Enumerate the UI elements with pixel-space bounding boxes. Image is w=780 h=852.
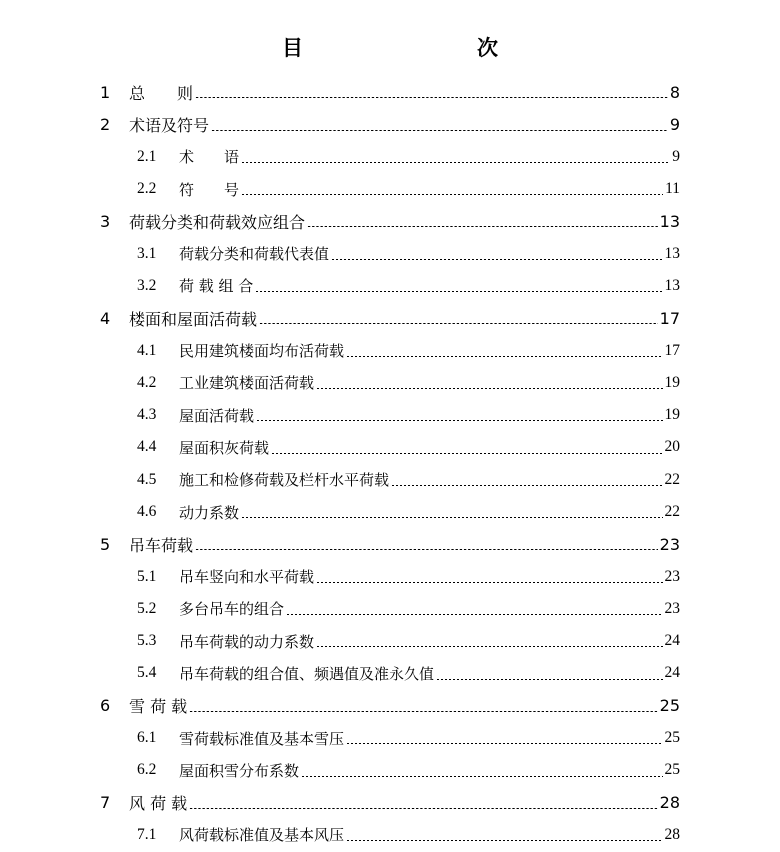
dot-leader (241, 194, 663, 195)
entry-page-number: 22 (664, 503, 680, 520)
dot-leader (331, 259, 662, 260)
entry-number: 5 (100, 534, 111, 554)
toc-section-entry[interactable] (0, 496, 780, 528)
entry-number: 4.2 (137, 373, 157, 391)
entry-label: 术语及符号 (129, 115, 210, 135)
toc-chapter-entry[interactable] (0, 787, 780, 819)
toc-section-entry[interactable] (0, 754, 780, 786)
dot-leader (259, 323, 658, 324)
dot-leader (301, 776, 662, 777)
entry-number: 4.5 (137, 470, 157, 488)
toc-section-entry[interactable] (0, 270, 780, 302)
toc-section-entry[interactable] (0, 237, 780, 269)
entry-label: 符 号 (179, 180, 240, 199)
entry-label: 荷 载 组 合 (179, 277, 254, 296)
dot-leader (189, 711, 657, 712)
toc-chapter-entry[interactable] (0, 302, 780, 334)
entry-number: 4.3 (137, 406, 157, 424)
entry-page-number: 13 (664, 244, 680, 262)
entry-number: 5.1 (137, 567, 157, 585)
dot-leader (346, 840, 662, 841)
entry-page-number: 22 (664, 470, 680, 488)
entry-page-number: 8 (669, 82, 680, 102)
toc-section-entry[interactable] (0, 141, 780, 173)
dot-leader (241, 162, 670, 163)
entry-page-number: 24 (664, 632, 680, 650)
entry-label: 屋面积雪分布系数 (179, 761, 300, 780)
entry-number: 1 (100, 82, 111, 102)
entry-number: 4 (100, 308, 111, 328)
toc-section-entry[interactable] (0, 334, 780, 366)
entry-label: 荷载分类和荷载代表值 (179, 245, 330, 264)
entry-label: 吊车荷载的组合值、频遇值及准永久值 (179, 664, 435, 683)
entry-number: 4.6 (137, 503, 157, 520)
dot-leader (189, 808, 657, 809)
dot-leader (271, 453, 662, 454)
entry-page-number: 25 (659, 696, 680, 716)
entry-label: 吊车竖向和水平荷载 (179, 568, 315, 587)
entry-number: 5.3 (137, 632, 157, 650)
toc-section-entry[interactable] (0, 625, 780, 657)
dot-leader (316, 388, 662, 389)
dot-leader (391, 485, 662, 486)
entry-label: 吊车荷载的动力系数 (179, 632, 315, 651)
entry-page-number: 23 (664, 599, 680, 617)
entry-number: 7 (100, 793, 111, 813)
entry-number: 5.2 (137, 599, 157, 617)
entry-page-number: 24 (664, 664, 680, 682)
dot-leader (346, 356, 662, 357)
toc-chapter-entry[interactable] (0, 108, 780, 140)
entry-number: 2.1 (137, 147, 157, 165)
entry-label: 屋面活荷载 (179, 406, 255, 425)
entry-label: 楼面和屋面活荷载 (129, 309, 258, 329)
toc-section-entry[interactable] (0, 367, 780, 399)
entry-number: 2 (100, 114, 111, 134)
dot-leader (307, 226, 658, 227)
entry-page-number: 20 (664, 438, 680, 456)
entry-number: 2.2 (137, 180, 157, 198)
entry-page-number: 19 (664, 373, 680, 391)
dot-leader (195, 97, 668, 98)
dot-leader (256, 420, 662, 421)
entry-page-number: 17 (659, 308, 680, 328)
dot-leader (436, 679, 662, 680)
entry-page-number: 17 (664, 341, 680, 359)
entry-label: 工业建筑楼面活荷载 (179, 374, 315, 393)
toc-section-entry[interactable] (0, 173, 780, 205)
entry-number: 3 (100, 211, 111, 231)
entry-number: 6.1 (137, 729, 157, 747)
entry-label: 动力系数 (179, 503, 240, 522)
entry-page-number: 9 (672, 147, 680, 165)
entry-label: 风荷载标准值及基本风压 (179, 826, 345, 845)
toc-chapter-entry[interactable] (0, 528, 780, 560)
entry-number: 4.1 (137, 341, 157, 359)
entry-label: 雪荷载标准值及基本雪压 (179, 729, 345, 748)
entry-label: 吊车荷载 (129, 535, 194, 555)
entry-label: 术 语 (179, 148, 240, 167)
entry-label: 总 则 (129, 83, 194, 103)
table-of-contents (0, 76, 780, 851)
dot-leader (316, 582, 662, 583)
toc-section-entry[interactable] (0, 657, 780, 689)
entry-number: 5.4 (137, 664, 157, 682)
toc-section-entry[interactable] (0, 464, 780, 496)
entry-page-number: 23 (664, 567, 680, 585)
entry-page-number: 11 (665, 180, 680, 198)
entry-label: 荷载分类和荷载效应组合 (129, 212, 306, 232)
entry-label: 风 荷 载 (129, 794, 188, 814)
entry-page-number: 25 (664, 729, 680, 747)
entry-number: 3.1 (137, 244, 157, 262)
entry-page-number: 13 (659, 211, 680, 231)
toc-section-entry[interactable] (0, 819, 780, 851)
dot-leader (316, 646, 662, 647)
toc-section-entry[interactable] (0, 593, 780, 625)
toc-chapter-entry[interactable] (0, 690, 780, 722)
entry-number: 3.2 (137, 276, 157, 294)
dot-leader (195, 549, 658, 550)
toc-chapter-entry[interactable] (0, 76, 780, 108)
entry-page-number: 28 (659, 793, 680, 813)
toc-chapter-entry[interactable] (0, 205, 780, 237)
entry-page-number: 19 (664, 406, 680, 424)
toc-section-entry[interactable] (0, 560, 780, 592)
entry-number: 6.2 (137, 761, 157, 779)
toc-section-entry[interactable] (0, 722, 780, 754)
entry-label: 民用建筑楼面均布活荷载 (179, 342, 345, 361)
dot-leader (286, 614, 662, 615)
entry-page-number: 23 (659, 534, 680, 554)
entry-page-number: 25 (664, 761, 680, 779)
entry-label: 屋面积灰荷载 (179, 438, 270, 457)
dot-leader (346, 743, 662, 744)
entry-number: 4.4 (137, 438, 157, 456)
entry-page-number: 9 (669, 114, 680, 134)
dot-leader (255, 291, 662, 292)
dot-leader (211, 130, 668, 131)
entry-page-number: 13 (664, 276, 680, 294)
entry-number: 7.1 (137, 825, 157, 843)
entry-label: 多台吊车的组合 (179, 600, 285, 619)
dot-leader (241, 517, 662, 518)
page-title: 目 次 (282, 36, 542, 60)
entry-label: 雪 荷 载 (129, 697, 188, 717)
entry-page-number: 28 (664, 825, 680, 843)
entry-number: 6 (100, 696, 111, 716)
entry-label: 施工和检修荷载及栏杆水平荷载 (179, 471, 390, 490)
toc-section-entry[interactable] (0, 399, 780, 431)
toc-section-entry[interactable] (0, 431, 780, 463)
